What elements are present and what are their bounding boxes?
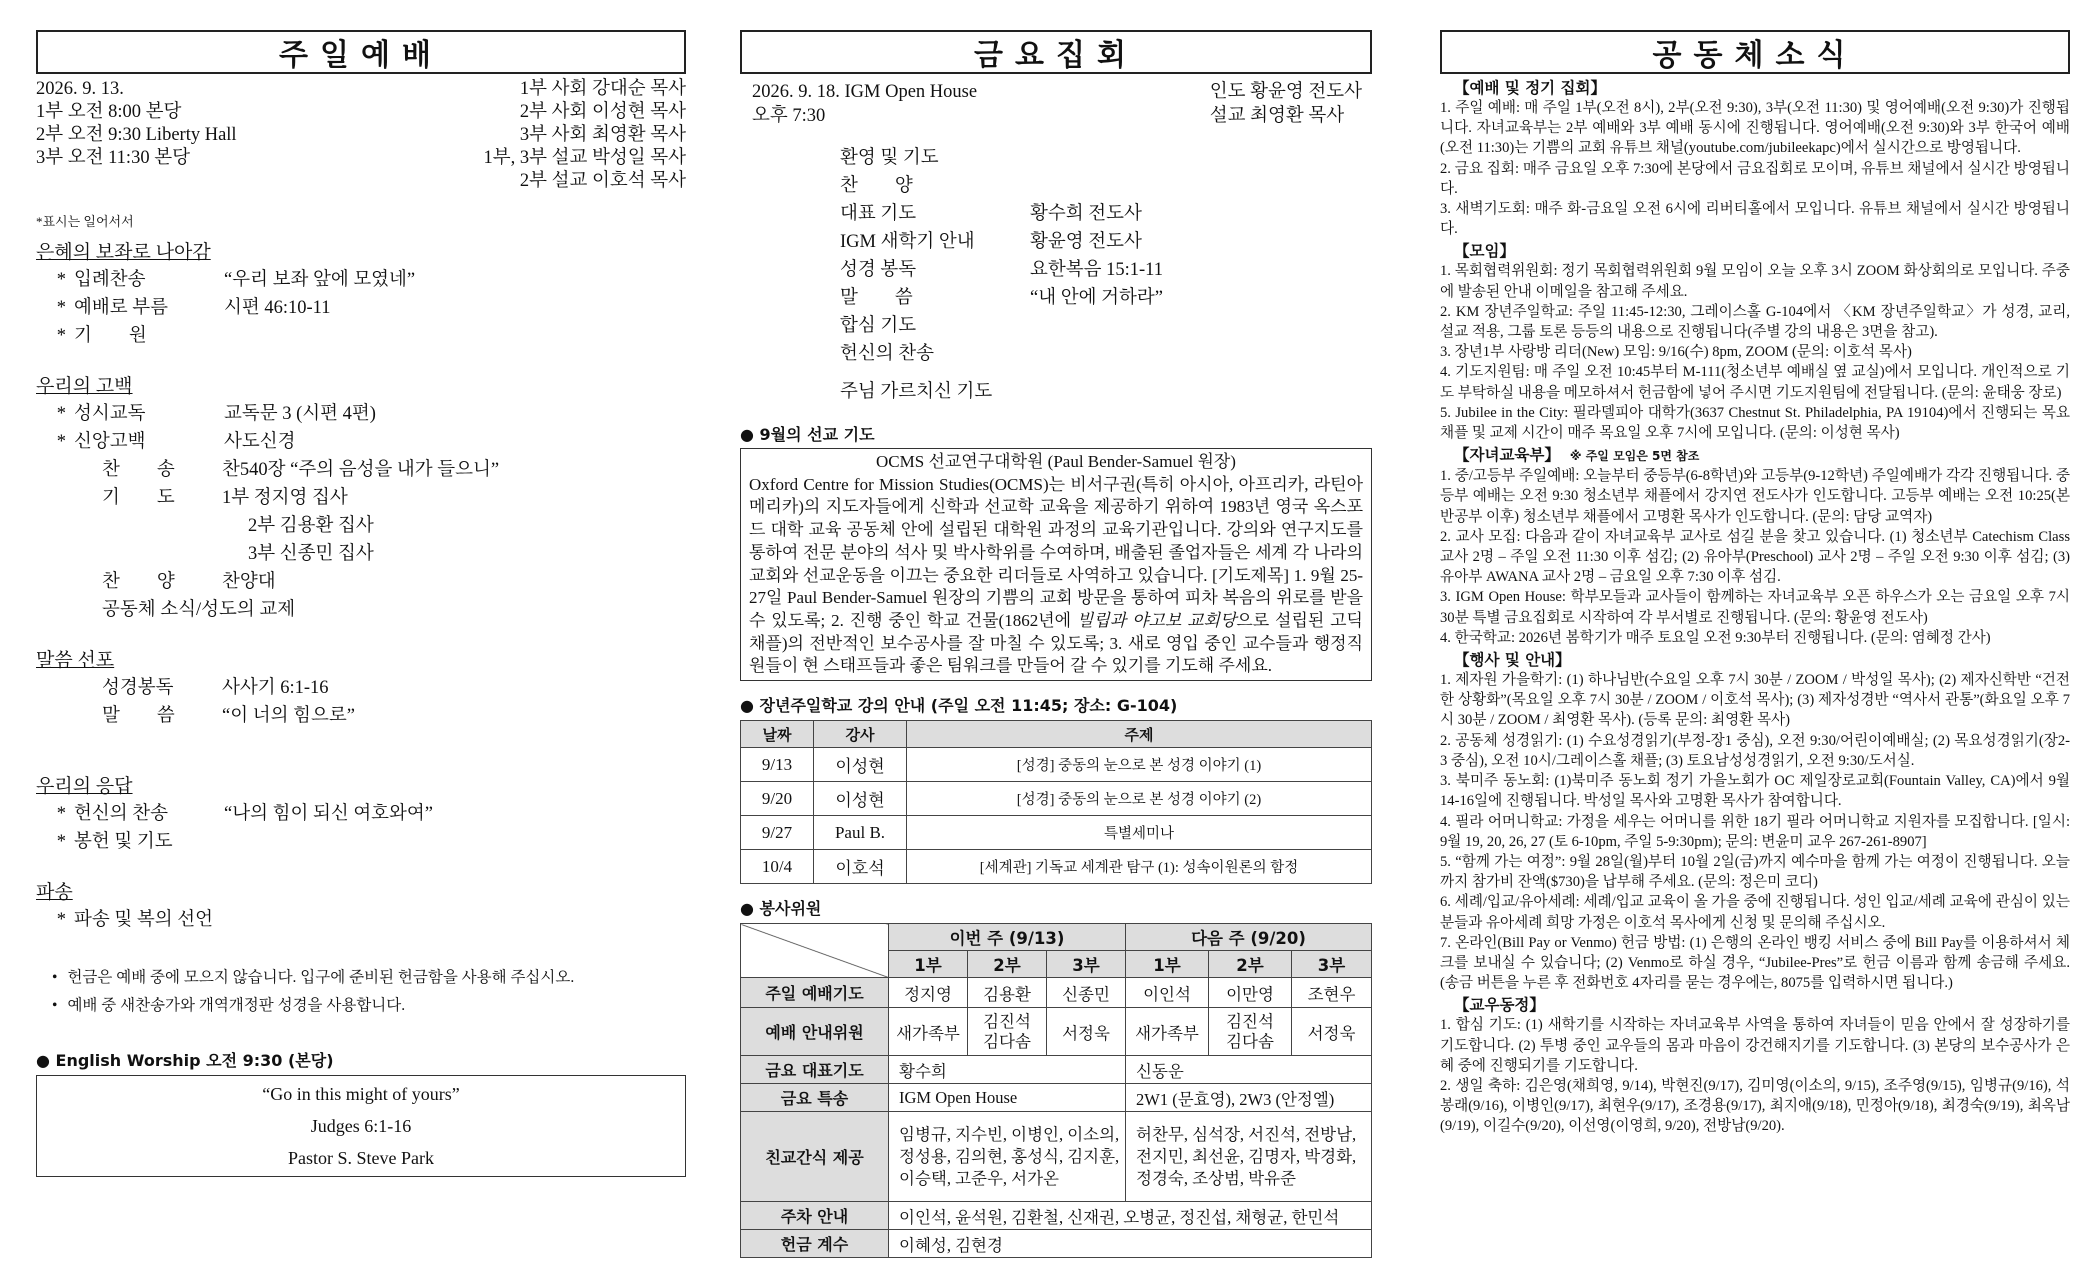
table-row: 예배 안내위원 새가족부 김진석 김다솜 서정욱 새가족부 김진석 김다솜 서정욱 [741,1008,1372,1056]
english-worship-heading: ● English Worship 오전 9:30 (본당) [36,1051,334,1070]
group-title: 우리의 고백 [36,376,133,397]
order-item: * 헌신의 찬송 “나의 힘이 되신 여호와여” [56,804,434,824]
order-item: * 입례찬송 “우리 보좌 앞에 모였네” [56,270,416,290]
friday-order [840,144,1372,406]
order-item: * 봉헌 및 기도 [56,832,173,852]
english-worship-box [36,1075,686,1177]
order-item: 말 씀 “내 안에 거하라” [840,288,1163,308]
news-item: 7. 온라인(Bill Pay or Venmo) 헌금 방법: (1) 은행의 온라인 뱅킹 서비스 중에 Bill Pay를 이용하셔서 체크를 보내실 수 있습니다; (2) Venmo로 하실 경우, “Jubilee-Pres”로 헌금 이름과 함께 송금해 주세요. (송금 버튼을 누른 후 전화번호 4자리를 묻는 경우에는, 8075를 입력하시면 됩니다.) [1440,934,2070,992]
group-title: 파송 [36,882,73,903]
order-item: 합심 기도 [840,316,917,336]
friday-header [740,80,1372,128]
news-section-heading: 【자녀교육부】 ※ 주일 모임은 5면 참조 [1454,446,1700,465]
news-item: 6. 세례/입교/유아세례: 세례/입교 교육이 올 가을 중에 진행됩니다. 성인 입교/세례 교육에 관심이 있는 분들과 유아세례 희망 가정은 이호석 목사에게 신청 및 문의해 주십시오. [1440,894,2070,931]
service-2: 2부 오전 9:30 Liberty Hall [36,125,237,145]
sunday-worship-column [36,30,686,1177]
leader-5: 2부 설교 이호석 목사 [519,171,686,191]
order-item: * 성시교독 교독문 3 (시편 4편) [56,404,376,424]
volunteer-table [740,923,1372,1258]
order-item: * 파송 및 복의 선언 [56,910,213,930]
table-row: 친교간식 제공 임병규, 지수빈, 이병인, 이소의, 정성용, 김의현, 홍성식, 김지훈, 이승택, 고준우, 서가온 허찬무, 심석장, 서진석, 전방남, 전지민, 최선윤, 김명자, 박경화, 정경숙, 조상범, 박유준 [741,1112,1372,1202]
news-item: 5. “함께 가는 여정”: 9월 28일(월)부터 10월 2일(금)까지 예수마을 함께 가는 여정이 진행됩니다. 오늘까지 참가비 잔액($730)을 납부해 주세요. (문의: 정은미 코디) [1440,853,2070,891]
leader-3: 3부 사회 최영환 목사 [519,125,686,145]
table-row: 금요 특송 IGM Open House 2W1 (문효영), 2W3 (안정엘) [741,1084,1372,1112]
order-item: 성경봉독 사사기 6:1-16 [102,678,329,698]
lecture-table [740,720,1372,884]
order-item: 성경 봉독 요한복음 15:1-11 [840,260,1163,280]
english-preacher: Pastor S. Steve Park [288,1148,434,1168]
order-item: 찬 양 [840,176,913,196]
table-row: 주차 안내 이인석, 윤석원, 김환철, 신재권, 오병균, 정진섭, 채형균, 한민석 [741,1202,1372,1230]
friday-date: 2026. 9. 18. IGM Open House [752,82,978,102]
volunteer-heading: ● 봉사위원 [740,899,822,919]
news-section-heading: 【교우동정】 [1454,996,1545,1015]
news-item: 2. 생일 축하: 김은영(채희영, 9/14), 박현진(9/17), 김미영(이소의, 9/15), 조주영(9/15), 임병규(9/16), 석봉래(9/16), 이병인(9/17), 최현우(9/17), 조경용(9/17), 최지애(9/18), 민정아(9/18), 최경숙(9/19), 최옥남(9/19), 이길수(9/20), 이선영(이영희, 9/20), 전방남(9/20). [1440,1077,2070,1135]
news-item: 2. KM 장년주일학교: 주일 11:45-12:30, 그레이스홀 G-104에서 〈KM 장년주일학교〉가 성경, 교리, 설교 적용, 그룹 토론 등등의 내용으로 진행됩니다(주별 강의 내용은 3면을 참고). [1440,303,2070,341]
sunday-date: 2026. 9. 13. [36,79,124,99]
mission-prayer-box [740,448,1372,681]
order-item: 헌신의 찬송 [840,344,934,364]
news-item: 4. 기도지원팀: 매 주일 오전 10:45부터 M-111(청소년부 예배실 옆 교실)에서 모입니다. 개인적으로 기도 부탁하실 내용을 메모하셔서 헌금함에 넣어 주시면 기도지원팀에 전달됩니다. (문의: 윤태웅 장로) [1440,364,2070,401]
note-offering: • 헌금은 예배 중에 모으지 않습니다. 입구에 준비된 헌금함을 사용해 주십시오. [52,964,686,992]
news-section-heading: 【예배 및 정기 집회】 [1454,79,1607,97]
prayer-3: 3부 신종민 집사 [248,544,374,564]
section-note: ※ 주일 모임은 5면 참조 [1569,449,1700,464]
table-row: 금요 대표기도 황수희 신동운 [741,1056,1372,1084]
news-item: 1. 중/고등부 주일예배: 오늘부터 중등부(6-8학년)와 고등부(9-12학년) 주일예배가 각각 진행됩니다. 중등부 예배는 오전 9:30 청소년부 채플에서 강지연 전도사가 인도합니다. 고등부 예배는 오전 10:25(본반공부 이후) 청소년부 채플에서 고명환 목사가 인도합니다. (문의: 담당 교역자) [1440,468,2070,525]
stand-note: *표시는 일어서서 [36,214,134,229]
english-scripture: Judges 6:1-16 [310,1116,412,1136]
order-item: 찬 송 찬540장 “주의 음성을 내가 들으니” [102,460,500,480]
service-leaders [484,78,686,193]
note-hymnal: • 예배 중 새찬송가와 개역개정판 성경을 사용합니다. [52,992,686,1020]
friday-time: 오후 7:30 [752,106,826,126]
mission-title: OCMS 선교연구대학원 (Paul Bender-Samuel 원장) [876,452,1236,471]
news-item: 3. 장년1부 사랑방 리더(New) 모임: 9/16(수) 8pm, ZOOM (문의: 이호석 목사) [1440,344,1912,361]
order-item: * 예배로 부름 시편 46:10-11 [56,298,331,318]
friday-leader: 인도 황윤영 전도사 [1209,82,1362,102]
english-sermon-title: “Go in this might of yours” [262,1084,460,1104]
friday-title: 금요집회 [740,30,1372,74]
news-item: 3. 새벽기도회: 매주 화-금요일 오전 6시에 리버티홀에서 모입니다. 유튜브 채널에서 실시간 방영됩니다. [1440,201,2070,238]
order-item: 말 씀 “이 너의 힘으로” [102,706,355,726]
table-row: 9/27 Paul B. 특별세미나 [741,816,1372,850]
group-title: 은혜의 보좌로 나아감 [36,242,211,263]
group-title: 우리의 응답 [36,776,133,797]
order-item: 공동체 소식/성도의 교제 [102,600,296,620]
news-item: 2. 금요 집회: 매주 금요일 오후 7:30에 본당에서 금요집회로 모이며, 유튜브 채널에서 실시간 방영됩니다. [1440,160,2070,197]
order-item: 환영 및 기도 [840,148,939,168]
corner-cell [741,924,889,978]
table-header: 이번 주 (9/13) 다음 주 (9/20) [741,924,1372,951]
news-item: 2. 공동체 성경읽기: (1) 수요성경읽기(부정-장1 중심), 오전 9:30/어린이예배실; (2) 목요성경읽기(장2-3 중심), 오전 10시/그레이스홀 채플; (3) 토요남성성경읽기, 오전 9:30/도서실. [1440,732,2070,769]
news-item: 2. 교사 모집: 다음과 같이 자녀교육부 교사로 섬길 분을 찾고 있습니다. (1) 청소년부 Catechism Class 교사 2명 – 주일 오전 11:30 이후 섬김; (2) 유아부(Preschool) 교사 2명 – 주일 오전 9:30 이후 섬김; (3) 유아부 AWANA 교사 2명 – 금요일 오후 7:30 이후 섬김. [1440,528,2070,586]
table-row: 10/4 이호석 [세계관] 기독교 세계관 탐구 (1): 성속이원론의 함정 [741,850,1372,884]
news-item: 3. IGM Open House: 학부모들과 교사들이 함께하는 자녀교육부 오픈 하우스가 오는 금요일 오후 7시 30분 특별 금요집회로 시작하여 각 부서별로 진행됩니다. (문의: 황윤영 전도사) [1440,589,2070,626]
sunday-title: 주일예배 [36,30,686,74]
mission-heading: ● 9월의 선교 기도 [740,425,875,444]
friday-preacher: 설교 최영환 목사 [1209,106,1345,126]
news-item: 1. 목회협력위원회: 정기 목회협력위원회 9월 모임이 오늘 오후 3시 ZOOM 화상회의로 모입니다. 주중에 발송된 안내 이메일을 참고해 주세요. [1440,263,2070,300]
service-3: 3부 오전 11:30 본당 [36,148,190,168]
leader-1: 1부 사회 강대순 목사 [519,79,686,99]
worship-notes [36,964,686,1020]
order-item: 대표 기도 황수희 전도사 [840,204,1142,224]
news-item: 4. 필라 어머니학교: 가정을 세우는 어머니를 위한 18기 필라 어머니학교 지원자를 모집합니다. [일시: 9월 19, 20, 26, 27 (토 6-10pm, 주일 5-9:30pm); 문의: 변윤미 교우 267-261-8907] [1440,813,2070,850]
table-row: 9/13 이성현 [성경] 중동의 눈으로 본 성경 이야기 (1) [741,748,1372,782]
order-item: 주님 가르치신 기도 [840,382,993,402]
table-row: 헌금 계수 이혜성, 김현경 [741,1230,1372,1258]
mission-text: Oxford Centre for Mission Studies(OCMS)는 비서구권(특히 아시아, 아프리카, 라틴아메리카)의 지도자들에게 신학과 선교학 교육을 제공하기 위하여 1983년 영국 옥스포드 대학 교육 공동체 안에 설립된 대학원 과정의 교육기관입니다. 강의와 연구지도를 통하여 전문 분야의 석사 및 박사학위를 수여하며, 배출된 졸업자들은 세계 각 나라의 교회와 선교운동을 이끄는 중요한 리더들로 사역하고 있습니다. [기도제목] 1. 9월 25-27일 Paul Bender-Samuel 원장의 기쁨의 교회 방문을 통하여 피차 복음의 위로를 받을 수 있도록; 2. 진행 중인 학교 건물(1862년에 빌립과 야고보 교회당으로 설립된 고딕 채플)의 전반적인 보수공사를 잘 마칠 수 있도록; 3. 새로 영입 중인 교수들과 행정직원들이 현 스태프들과 좋은 팀워크를 만들어 갈 수 있기를 기도해 주세요. [749,474,1363,676]
friday-gathering-column [740,30,1372,1258]
order-item: 기 도 1부 정지영 집사 [102,488,348,508]
news-item: 5. Jubilee in the City: 필라델피아 대학가(3637 Chestnut St. Philadelphia, PA 19104)에서 진행되는 목요 채플 및 교제 시간이 매주 목요일 오후 7시에 모입니다. (문의: 이성현 목사) [1440,404,2070,442]
news-section-heading: 【모임】 [1454,242,1515,261]
news-item: 1. 합심 기도: (1) 새학기를 시작하는 자녀교육부 사역을 통하여 자녀들이 믿음 안에서 잘 성장하기를 기도합니다. (2) 투병 중인 교우들의 몸과 마음이 강건해지기를 기도합니다. (3) 본당의 보수공사가 은혜 중에 진행되기를 기도합니다. [1440,1017,2070,1074]
news-section-heading: 【행사 및 안내】 [1454,651,1571,670]
service-1: 1부 오전 8:00 본당 [36,102,182,122]
news-item: 3. 북미주 동노회: (1)북미주 동노회 정기 가을노회가 OC 제일장로교회(Fountain Valley, CA)에서 9월 14-16일에 진행됩니다. 박성일 목사와 고명환 목사가 참여합니다. [1440,773,2070,810]
table-row: 주일 예배기도 정지영 김용환 신종민 이인석 이만영 조현우 [741,978,1372,1008]
service-times [36,78,237,193]
table-header: 날짜 강사 주제 [741,721,1372,748]
group-title: 말씀 선포 [36,650,115,671]
order-item: IGM 새학기 안내 황윤영 전도사 [840,232,1142,252]
news-item: 1. 제자원 가을학기: (1) 하나님반(수요일 오후 7시 30분 / ZOOM / 박성일 목사); (2) 제자신학반 “건전한 상황화”(목요일 오후 7시 30분 / ZOOM / 이호석 목사); (3) 제자성경반 “역사서 관통”(화요일 오후 7시 30분 / ZOOM / 최영환 목사). (등록 문의: 최영환 목사) [1440,672,2070,729]
table-header: 1부 2부 3부 1부 2부 3부 [741,951,1372,978]
news-title: 공동체소식 [1440,30,2070,74]
lecture-heading: ● 장년주일학교 강의 안내 (주일 오전 11:45; 장소: G-104) [740,696,1178,716]
leader-4: 1부, 3부 설교 박성일 목사 [483,148,686,168]
table-row: 9/20 이성현 [성경] 중동의 눈으로 본 성경 이야기 (2) [741,782,1372,816]
leader-2: 2부 사회 이성현 목사 [519,102,686,122]
order-item: * 기 원 [56,326,147,346]
prayer-2: 2부 김용환 집사 [248,516,374,536]
news-item: 4. 한국학교: 2026년 봄학기가 매주 토요일 오전 9:30부터 진행됩니다. (문의: 염혜정 간사) [1440,629,1991,646]
community-news-column [1440,30,2070,1137]
sunday-header [36,78,686,193]
order-item: 찬 양 찬양대 [102,572,276,592]
news-item: 1. 주일 예배: 매 주일 1부(오전 8시), 2부(오전 9:30), 3부(오전 11:30) 및 영어예배(오전 9:30)가 진행됩니다. 자녀교육부는 2부 예배와 3부 예배 동시에 진행됩니다. 영어예배(오전 9:30)와 3부 한국어 예배(오전 11:30)는 기쁨의 교회 유튜브 채널(youtube.com/jubileekapc)에서 실시간으로 방영됩니다. [1440,100,2070,157]
order-item: * 신앙고백 사도신경 [56,432,296,452]
